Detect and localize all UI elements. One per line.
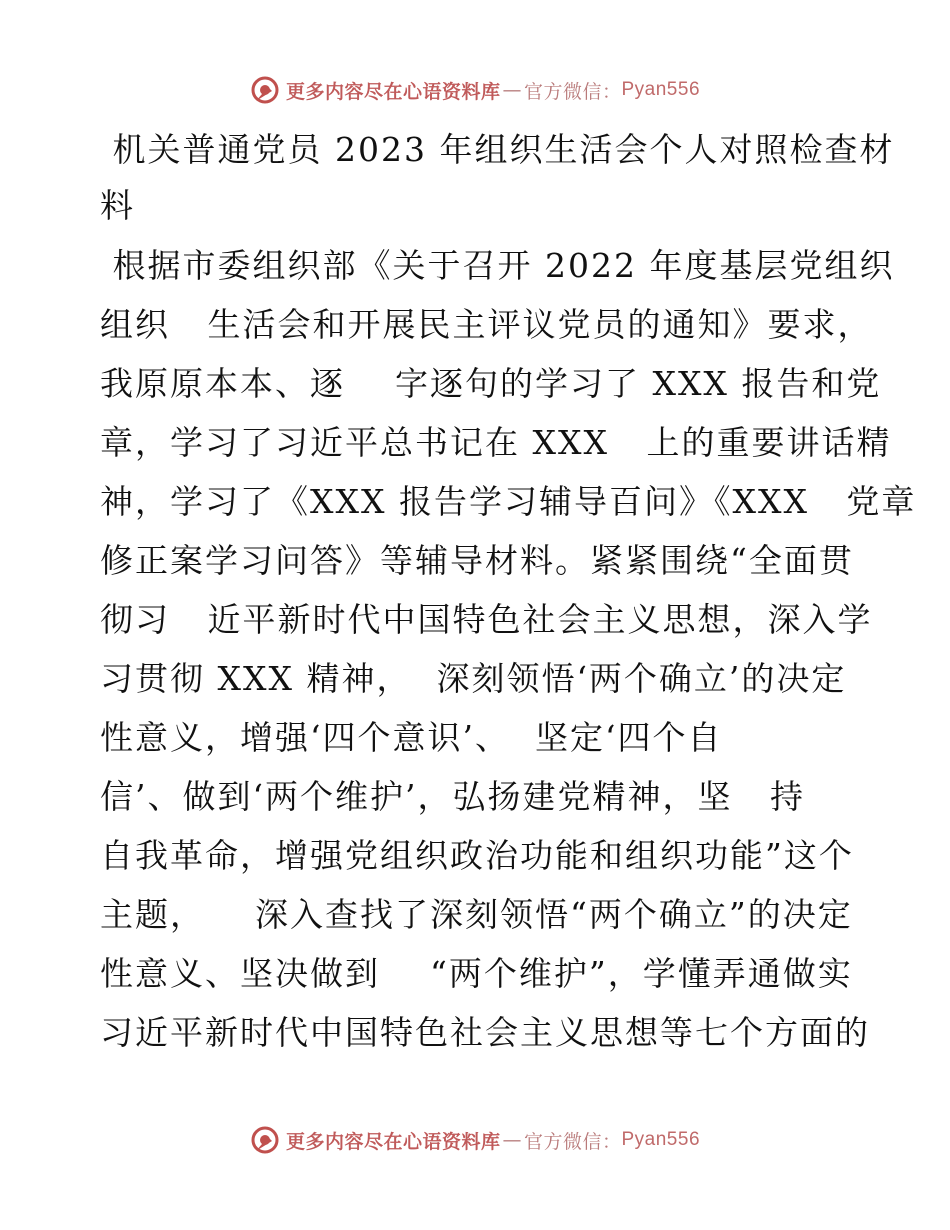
body-line: 彻习 近平新时代中国特色社会主义思想，深入学 xyxy=(100,600,873,639)
body-line: 修正案学习问答》等辅导材料。紧紧围绕“全面贯 xyxy=(100,541,854,580)
title-line: 机关普通党员 2023 年组织生活会个人对照检查材 xyxy=(100,130,895,169)
watermark-label: 官方微信： xyxy=(523,80,622,103)
pen-logo-icon xyxy=(250,1125,280,1155)
body-line: 根据市委组织部《关于召开 2022 年度基层党组织 xyxy=(100,246,895,285)
body-line: 神，学习了《XXX 报告学习辅导百问》《XXX 党章 xyxy=(100,482,917,521)
watermark-dash: — xyxy=(502,79,522,101)
body-line: 性意义、坚决做到 “两个维护”，学懂弄通做实 xyxy=(100,954,853,993)
body-line: 习贯彻 XXX 精神， 深刻领悟‘两个确立’的决定 xyxy=(100,659,847,698)
watermark-wechat-id: Pyan556 xyxy=(621,1129,701,1150)
watermark-wechat-id: Pyan556 xyxy=(621,79,701,100)
header-watermark xyxy=(0,70,950,110)
body-line: 习近平新时代中国特色社会主义思想等七个方面的 xyxy=(100,1013,870,1052)
watermark-site: 更多内容尽在心语资料库 xyxy=(285,80,501,103)
body-line: 组织 生活会和开展民主评议党员的通知》要求， xyxy=(100,305,873,344)
body-line: 我原原本本、逐 字逐句的学习了 XXX 报告和党 xyxy=(100,364,882,403)
body-line: 主题， 深入查找了深刻领悟“两个确立”的决定 xyxy=(100,895,853,934)
body-line: 章，学习了习近平总书记在 XXX 上的重要讲话精 xyxy=(100,423,892,462)
body-line: 自我革命，增强党组织政治功能和组织功能”这个 xyxy=(100,836,854,875)
title-line: 料 xyxy=(100,186,135,225)
watermark-site: 更多内容尽在心语资料库 xyxy=(285,1130,501,1153)
pen-logo-icon xyxy=(250,75,280,105)
watermark-dash: — xyxy=(502,1129,522,1151)
body-line: 性意义，增强‘四个意识’、 坚定‘四个自 xyxy=(100,718,723,757)
body-line: 信’、做到‘两个维护’，弘扬建党精神，坚 持 xyxy=(100,777,805,816)
document-title xyxy=(100,122,895,234)
watermark-label: 官方微信： xyxy=(523,1130,622,1153)
footer-watermark xyxy=(0,1120,950,1160)
